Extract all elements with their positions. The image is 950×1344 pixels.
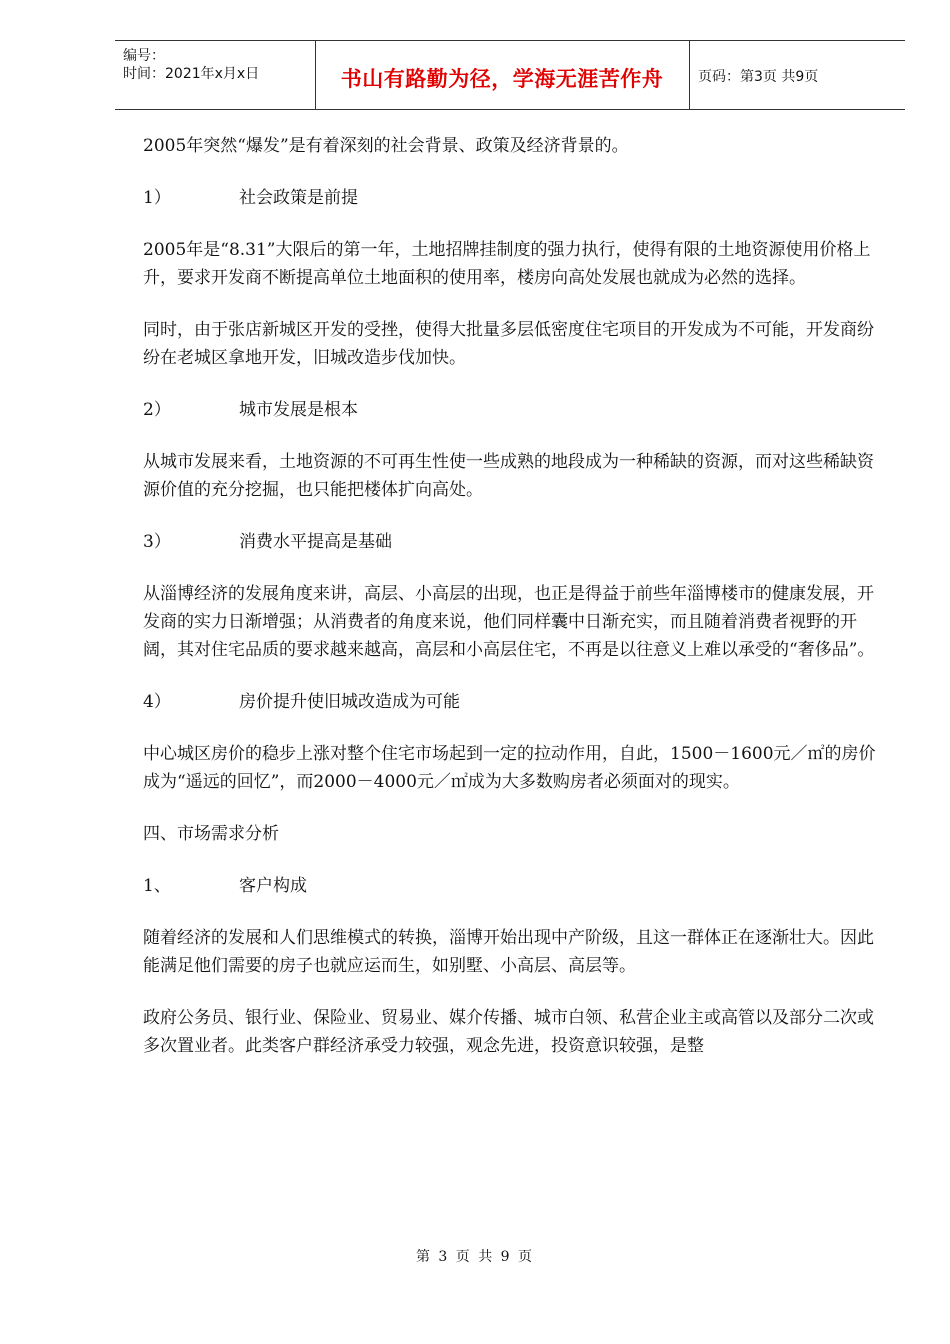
time-label: 时间：2021年x月x日 <box>123 66 260 82</box>
paragraph: 中心城区房价的稳步上涨对整个住宅市场起到一定的拉动作用，自此，1500－1600元／㎡的房价成为“遥远的回忆”，而2000－4000元／㎡成为大多数购房者必须面对的现实。 <box>143 744 876 792</box>
page-header <box>115 40 905 110</box>
item-number: 1） <box>143 188 171 208</box>
number-label: 编号： <box>123 48 165 64</box>
header-info-cell <box>115 41 316 109</box>
item-number: 3） <box>143 532 171 552</box>
item-title: 城市发展是根本 <box>239 400 358 420</box>
item-number: 4） <box>143 692 171 712</box>
document-body <box>143 132 883 1084</box>
paragraph: 同时，由于张店新城区开发的受挫，使得大批量多层低密度住宅项目的开发成为不可能，开发商纷纷在老城区拿地开发，旧城改造步伐加快。 <box>143 320 874 368</box>
header-motto-cell <box>315 41 690 109</box>
list-item-2 <box>143 396 883 424</box>
item-title: 社会政策是前提 <box>239 188 358 208</box>
item-number: 1、 <box>143 876 171 896</box>
paragraph: 2005年是“8.31”大限后的第一年，土地招牌挂制度的强力执行，使得有限的土地资源使用价格上升，要求开发商不断提高单位土地面积的使用率，楼房向高处发展也就成为必然的选择。 <box>143 240 871 288</box>
paragraph: 政府公务员、银行业、保险业、贸易业、媒介传播、城市白领、私营企业主或高管以及部分二次或多次置业者。此类客户群经济承受力较强，观念先进，投资意识较强，是整 <box>143 1008 874 1056</box>
list-item-4 <box>143 688 883 716</box>
motto: 书山有路勤为径，学海无涯苦作舟 <box>340 67 664 91</box>
paragraph: 从城市发展来看，土地资源的不可再生性使一些成熟的地段成为一种稀缺的资源，而对这些稀缺资源价值的充分挖掘，也只能把楼体扩向高处。 <box>143 452 874 500</box>
paragraph: 2005年突然“爆发”是有着深刻的社会背景、政策及经济背景的。 <box>143 136 629 156</box>
item-title: 客户构成 <box>239 876 307 896</box>
paragraph: 随着经济的发展和人们思维模式的转换，淄博开始出现中产阶级，且这一群体正在逐渐壮大。因此能满足他们需要的房子也就应运而生，如别墅、小高层、高层等。 <box>143 928 874 976</box>
sub-item-1 <box>143 872 883 900</box>
item-title: 房价提升使旧城改造成为可能 <box>239 692 460 712</box>
page-footer: 第 3 页 共 9 页 <box>415 1249 535 1265</box>
item-number: 2） <box>143 400 171 420</box>
list-item-1 <box>143 184 883 212</box>
section-heading: 四、市场需求分析 <box>143 824 279 844</box>
header-page-cell <box>690 41 905 109</box>
header-page-label: 页码：第3页 共9页 <box>698 69 819 85</box>
paragraph: 从淄博经济的发展角度来讲，高层、小高层的出现，也正是得益于前些年淄博楼市的健康发展，开发商的实力日渐增强；从消费者的角度来说，他们同样囊中日渐充实，而且随着消费者视野的开阔，其对住宅品质的要求越来越高，高层和小高层住宅，不再是以往意义上难以承受的“奢侈品”。 <box>143 584 875 660</box>
item-title: 消费水平提高是基础 <box>239 532 392 552</box>
list-item-3 <box>143 528 883 556</box>
